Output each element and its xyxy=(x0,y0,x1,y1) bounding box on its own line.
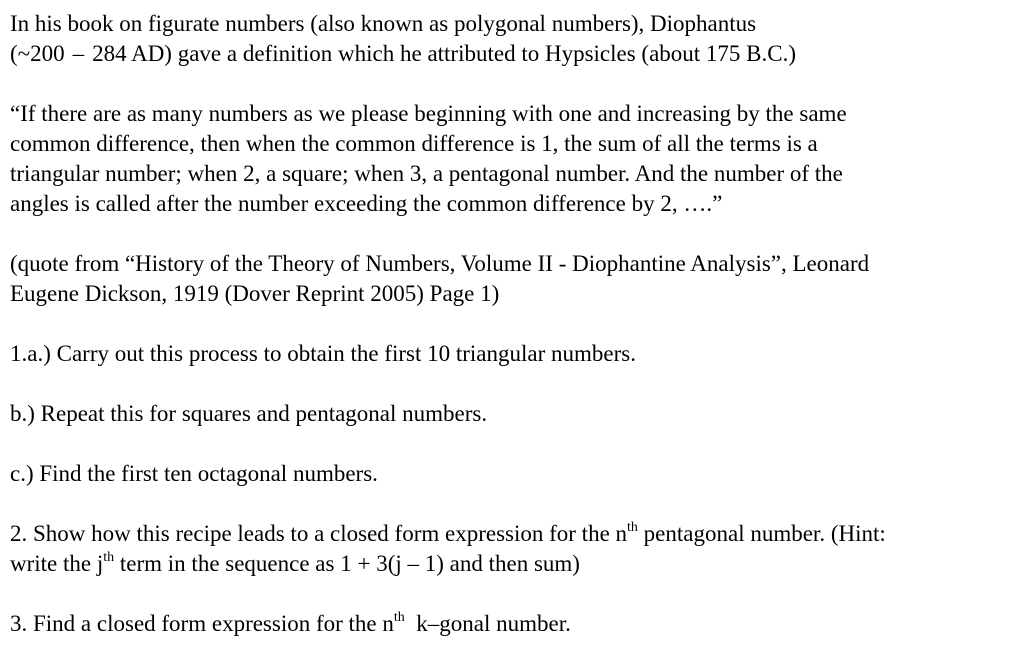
question-3-text-a: 3. Find a closed form expression for the n xyxy=(10,611,394,636)
question-3-line xyxy=(10,609,1015,639)
question-1b xyxy=(10,399,1015,429)
question-2-text-b: pentagonal number. (Hint: xyxy=(637,521,886,546)
quote-paragraph xyxy=(10,99,1015,219)
question-1c-text: c.) Find the first ten octagonal numbers. xyxy=(10,461,378,486)
intro-paragraph xyxy=(10,9,1015,69)
quote-line-3: triangular number; when 2, a square; when 3, a pentagonal number. And the number of the xyxy=(10,161,843,186)
question-1a-text: 1.a.) Carry out this process to obtain the first 10 triangular numbers. xyxy=(10,341,636,366)
nth-superscript: th xyxy=(627,520,638,536)
citation-line-1: (quote from “History of the Theory of Numbers, Volume II - Diophantine Analysis”, Leonard xyxy=(10,251,870,276)
question-2-line-2 xyxy=(10,549,1015,579)
citation-paragraph xyxy=(10,249,1015,309)
quote-line-2: common difference, then when the common difference is 1, the sum of all the terms is a xyxy=(10,131,818,156)
quote-line-1: “If there are as many numbers as we please beginning with one and increasing by the same xyxy=(10,101,847,126)
intro-date-rest: 284 AD) gave a definition which he attributed to Hypsicles (about 175 B.C.) xyxy=(92,41,797,66)
question-2-text-a: 2. Show how this recipe leads to a closed form expression for the n xyxy=(10,521,628,546)
intro-date-dash: – xyxy=(72,41,85,66)
question-3 xyxy=(10,609,1015,639)
intro-line-2 xyxy=(10,39,1015,69)
question-2 xyxy=(10,519,1015,579)
question-3-text-b: k–gonal number. xyxy=(404,611,571,636)
document-body xyxy=(10,9,1015,669)
question-2-hint-a: write the j xyxy=(10,551,104,576)
intro-line-1: In his book on figurate numbers (also known as polygonal numbers), Diophantus xyxy=(10,11,757,36)
question-2-hint-b: term in the sequence as 1 + 3(j – 1) and then sum) xyxy=(114,551,580,576)
quote-line-4: angles is called after the number exceeding the common difference by 2, ….” xyxy=(10,191,723,216)
question-1a xyxy=(10,339,1015,369)
question-1b-text: b.) Repeat this for squares and pentagonal numbers. xyxy=(10,401,488,426)
question-1c xyxy=(10,459,1015,489)
question-2-line-1 xyxy=(10,519,1015,549)
nth-superscript-q3: th xyxy=(393,610,405,626)
citation-line-2: Eugene Dickson, 1919 (Dover Reprint 2005) Page 1) xyxy=(10,281,500,306)
intro-date-start: (~200 xyxy=(10,41,65,66)
jth-superscript: th xyxy=(103,550,115,566)
